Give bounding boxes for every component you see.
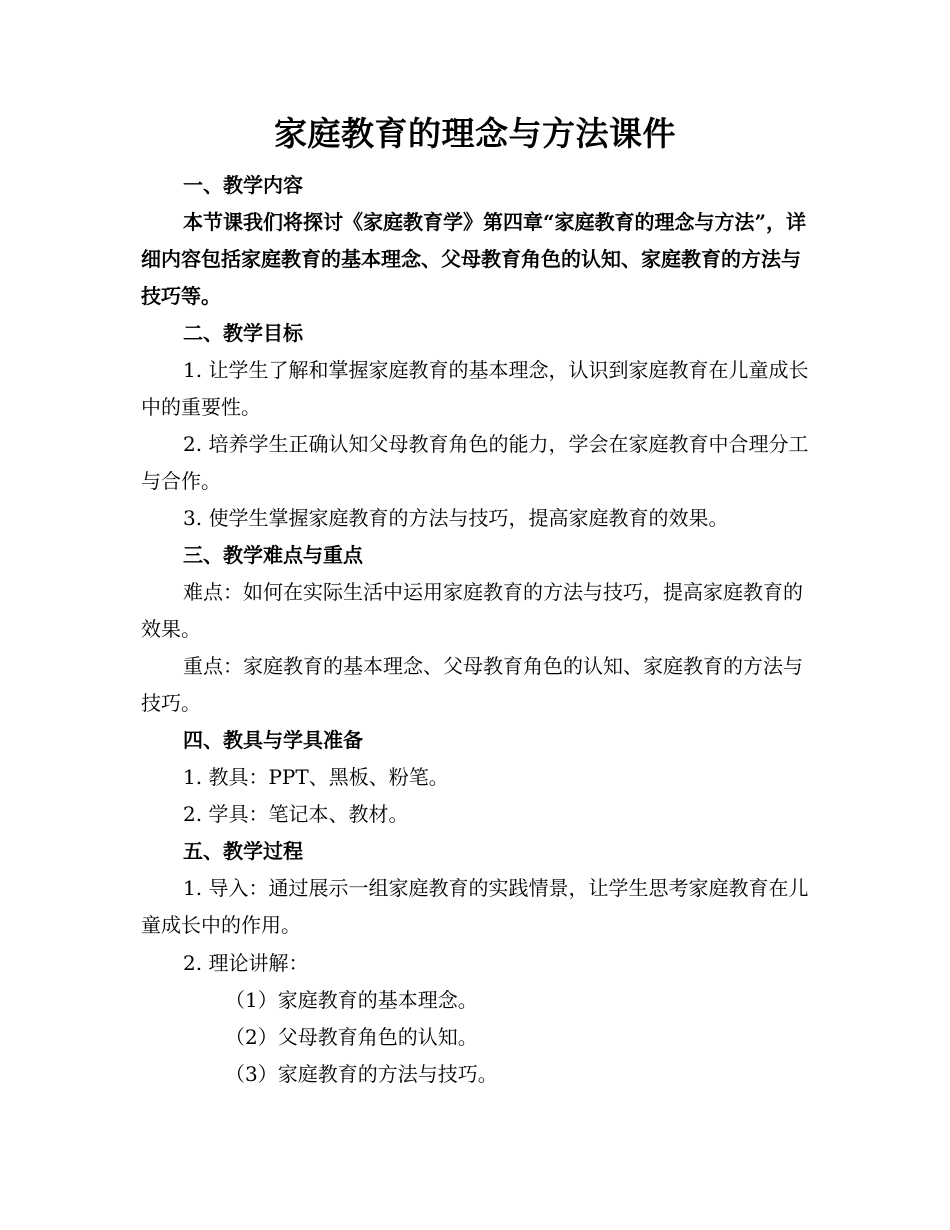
key-points-paragraph: 重点：家庭教育的基本理念、父母教育角色的认知、家庭教育的方法与技巧。 bbox=[141, 654, 803, 715]
document-title: 家庭教育的理念与方法课件 bbox=[274, 114, 676, 153]
difficulty-paragraph: 难点：如何在实际生活中运用家庭教育的方法与技巧，提高家庭教育的效果。 bbox=[141, 580, 803, 641]
goal-item-3: 3. 使学生掌握家庭教育的方法与技巧，提高家庭教育的效果。 bbox=[183, 506, 729, 530]
teaching-content-paragraph: 本节课我们将探讨《家庭教育学》第四章“家庭教育的理念与方法”，详细内容包括家庭教育的基本理念、父母教育角色的认知、家庭教育的方法与技巧等。 bbox=[141, 210, 807, 308]
section-heading-teaching-content: 一、教学内容 bbox=[183, 173, 303, 197]
section-heading-teaching-process: 五、教学过程 bbox=[183, 839, 303, 863]
process-subitem-3: （3）家庭教育的方法与技巧。 bbox=[225, 1062, 498, 1086]
process-step-1: 1. 导入：通过展示一组家庭教育的实践情景，让学生思考家庭教育在儿童成长中的作用。 bbox=[141, 876, 809, 937]
section-heading-teaching-goals: 二、教学目标 bbox=[183, 321, 303, 345]
tools-item-1: 1. 教具：PPT、黑板、粉笔。 bbox=[183, 765, 449, 789]
process-subitem-2: （2）父母教育角色的认知。 bbox=[225, 1025, 478, 1049]
section-heading-difficulty-and-key: 三、教学难点与重点 bbox=[183, 543, 363, 567]
goal-item-1: 1. 让学生了解和掌握家庭教育的基本理念，认识到家庭教育在儿童成长中的重要性。 bbox=[141, 358, 809, 419]
process-step-2: 2. 理论讲解： bbox=[183, 951, 309, 975]
tools-item-2: 2. 学具：笔记本、教材。 bbox=[183, 802, 409, 826]
process-subitem-1: （1）家庭教育的基本理念。 bbox=[225, 988, 478, 1012]
section-heading-tools-preparation: 四、教具与学具准备 bbox=[183, 728, 363, 752]
goal-item-2: 2. 培养学生正确认知父母教育角色的能力，学会在家庭教育中合理分工与合作。 bbox=[141, 432, 809, 493]
